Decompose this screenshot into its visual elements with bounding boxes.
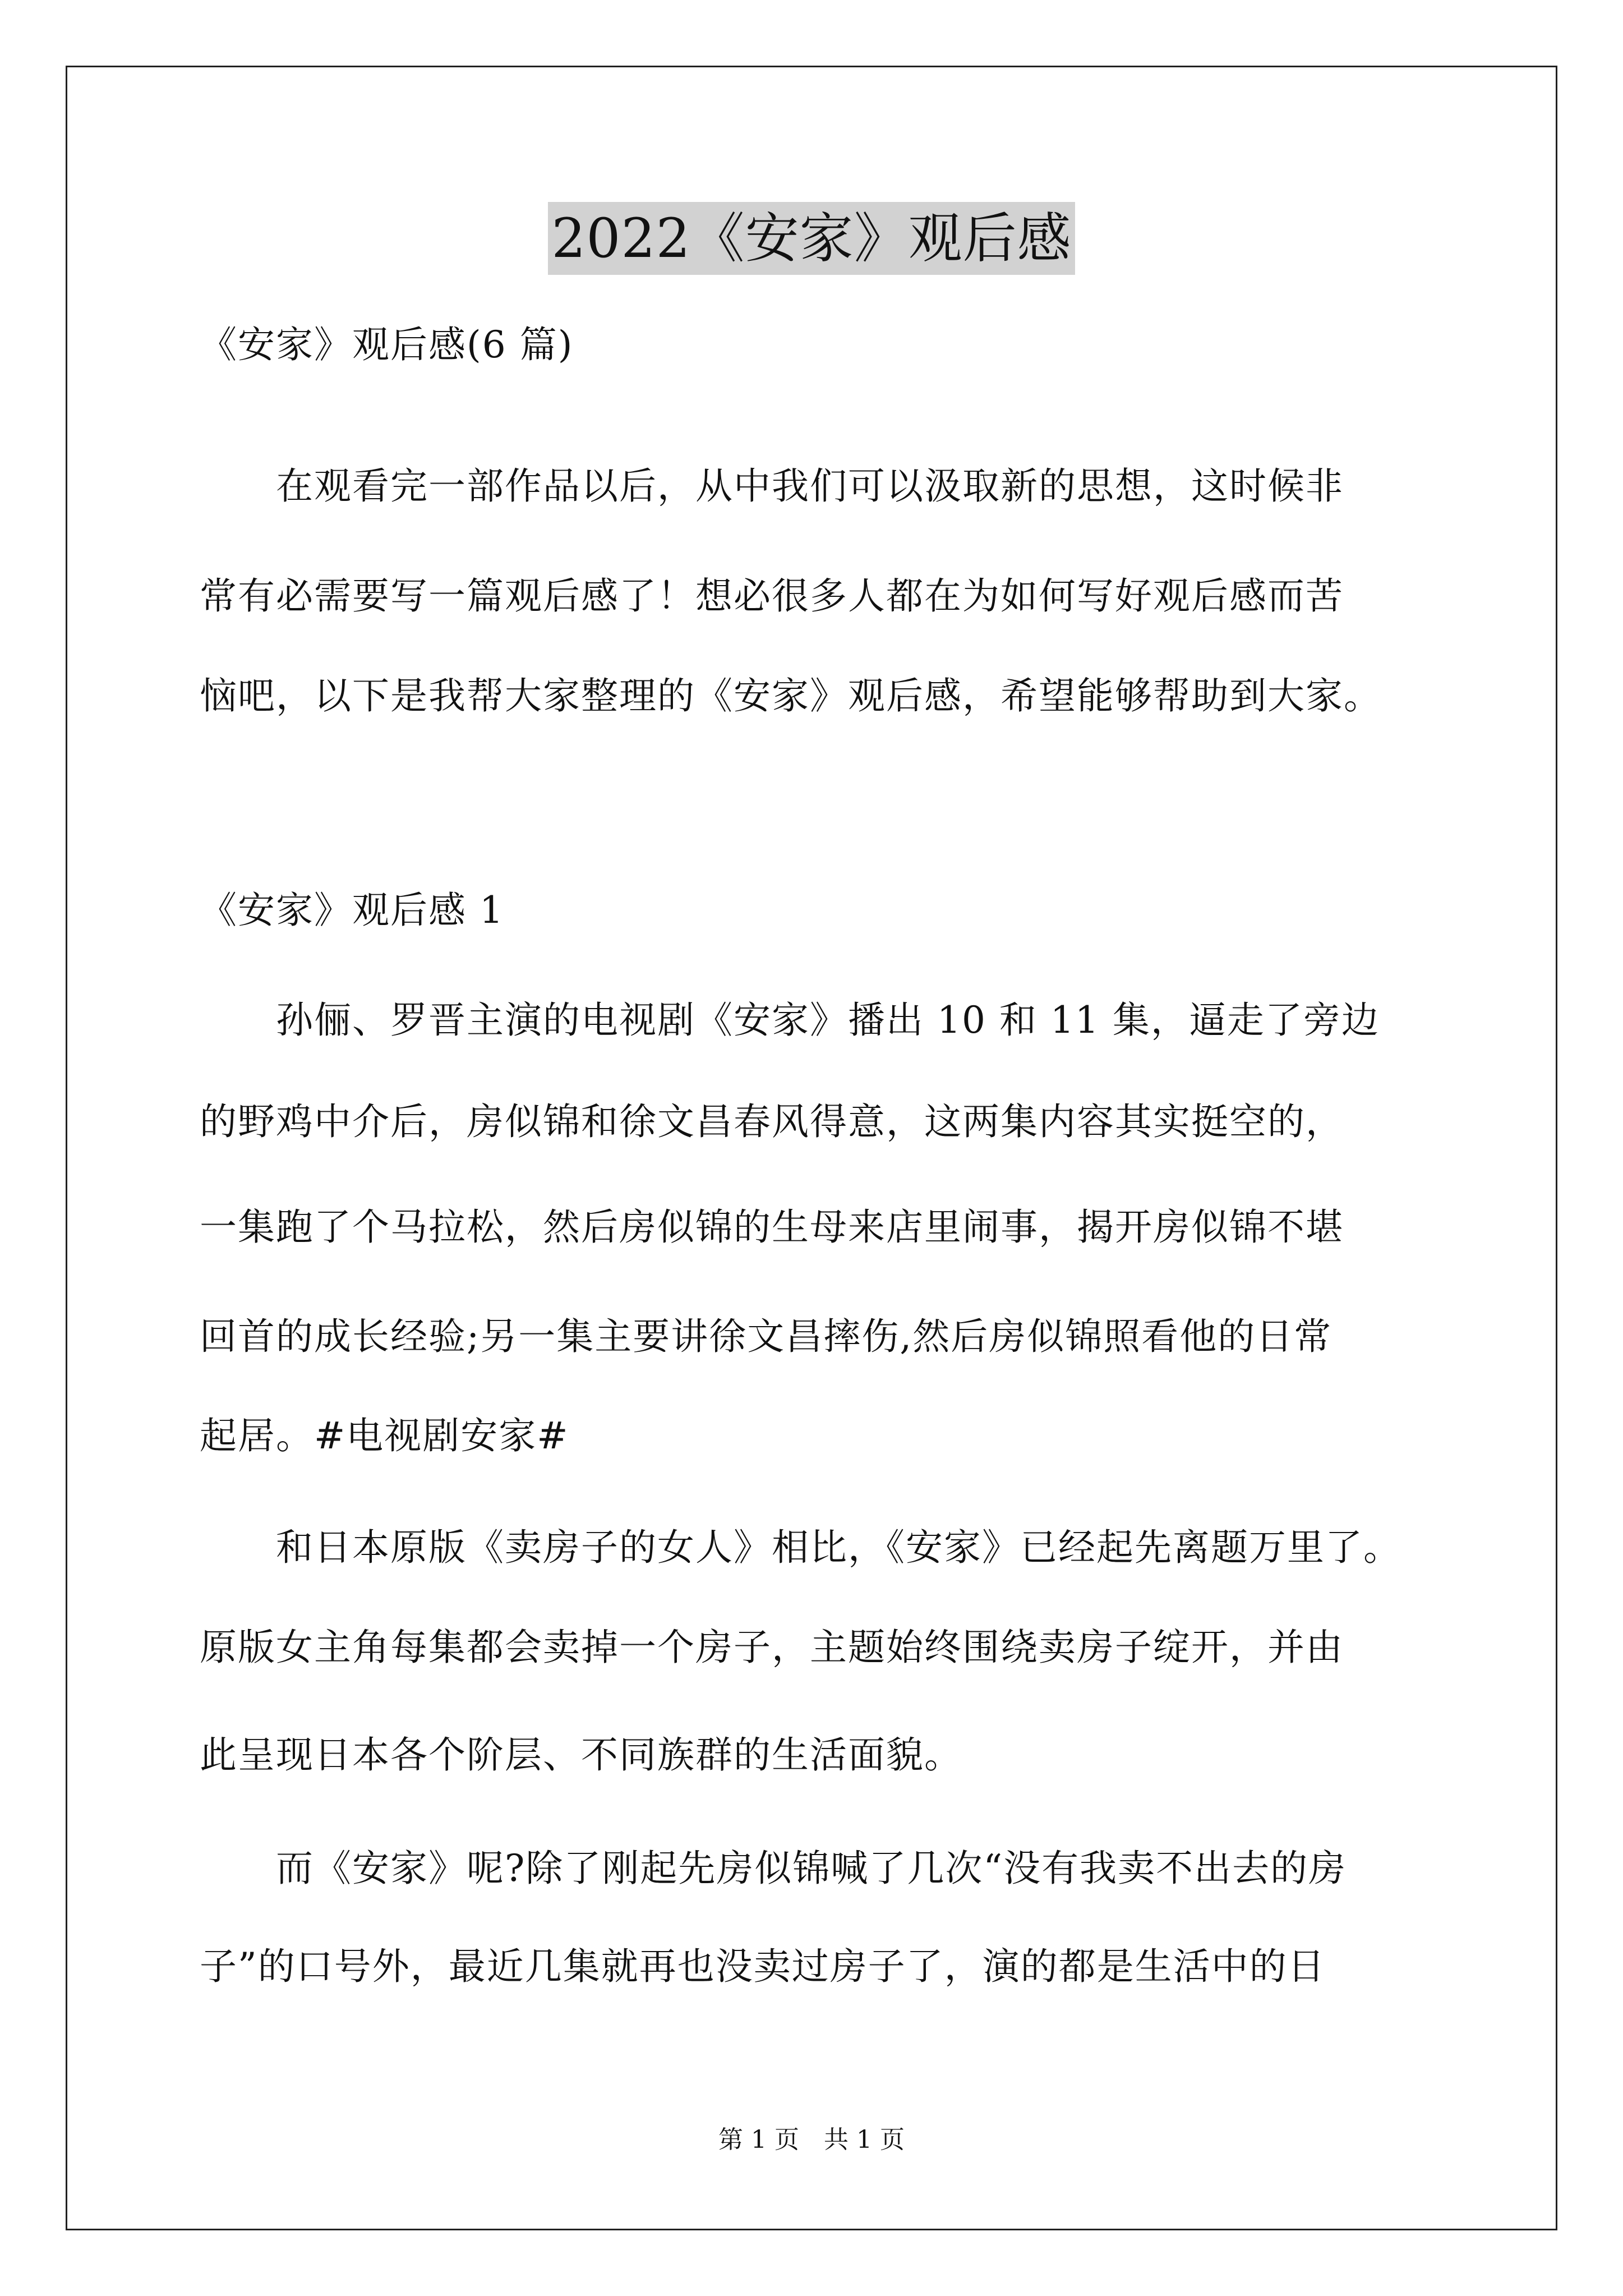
paragraph-line: 恼吧，以下是我帮大家整理的《安家》观后感，希望能够帮助到大家。 [200,674,1382,717]
paragraph-line: 的野鸡中介后，房似锦和徐文昌春风得意，这两集内容其实挺空的， [200,1100,1344,1143]
paragraph-line: 子”的口号外，最近几集就再也没卖过房子了，演的都是生活中的日 [200,1945,1326,1988]
paragraph-line: 和日本原版《卖房子的女人》相比，《安家》已经起先离题万里了。 [200,1526,1401,1569]
page-footer: 第 1 页 共 1 页 [718,2125,905,2154]
paragraph-line: 孙俪、罗晋主演的电视剧《安家》播出 10 和 11 集，逼走了旁边 [200,999,1380,1042]
paragraph-line: 一集跑了个马拉松，然后房似锦的生母来店里闹事，揭开房似锦不堪 [200,1205,1344,1249]
document-title: 2022《安家》观后感 [548,202,1075,275]
title-container [0,202,1623,275]
section-heading: 《安家》观后感 1 [200,889,504,932]
paragraph-line: 而《安家》呢?除了刚起先房似锦喊了几次“没有我卖不出去的房 [200,1847,1347,1890]
paragraph-line: 起居。#电视剧安家# [200,1414,569,1457]
paragraph-line: 回首的成长经验;另一集主要讲徐文昌摔伤,然后房似锦照看他的日常 [200,1315,1332,1358]
subtitle-line: 《安家》观后感(6 篇) [200,323,574,366]
page-border [66,66,1557,2230]
paragraph-line: 原版女主角每集都会卖掉一个房子，主题始终围绕卖房子绽开，并由 [200,1626,1344,1669]
paragraph-line: 常有必需要写一篇观后感了！想必很多人都在为如何写好观后感而苦 [200,574,1344,618]
paragraph-line: 在观看完一部作品以后，从中我们可以汲取新的思想，这时候非 [200,464,1344,508]
paragraph-line: 此呈现日本各个阶层、不同族群的生活面貌。 [200,1733,962,1777]
